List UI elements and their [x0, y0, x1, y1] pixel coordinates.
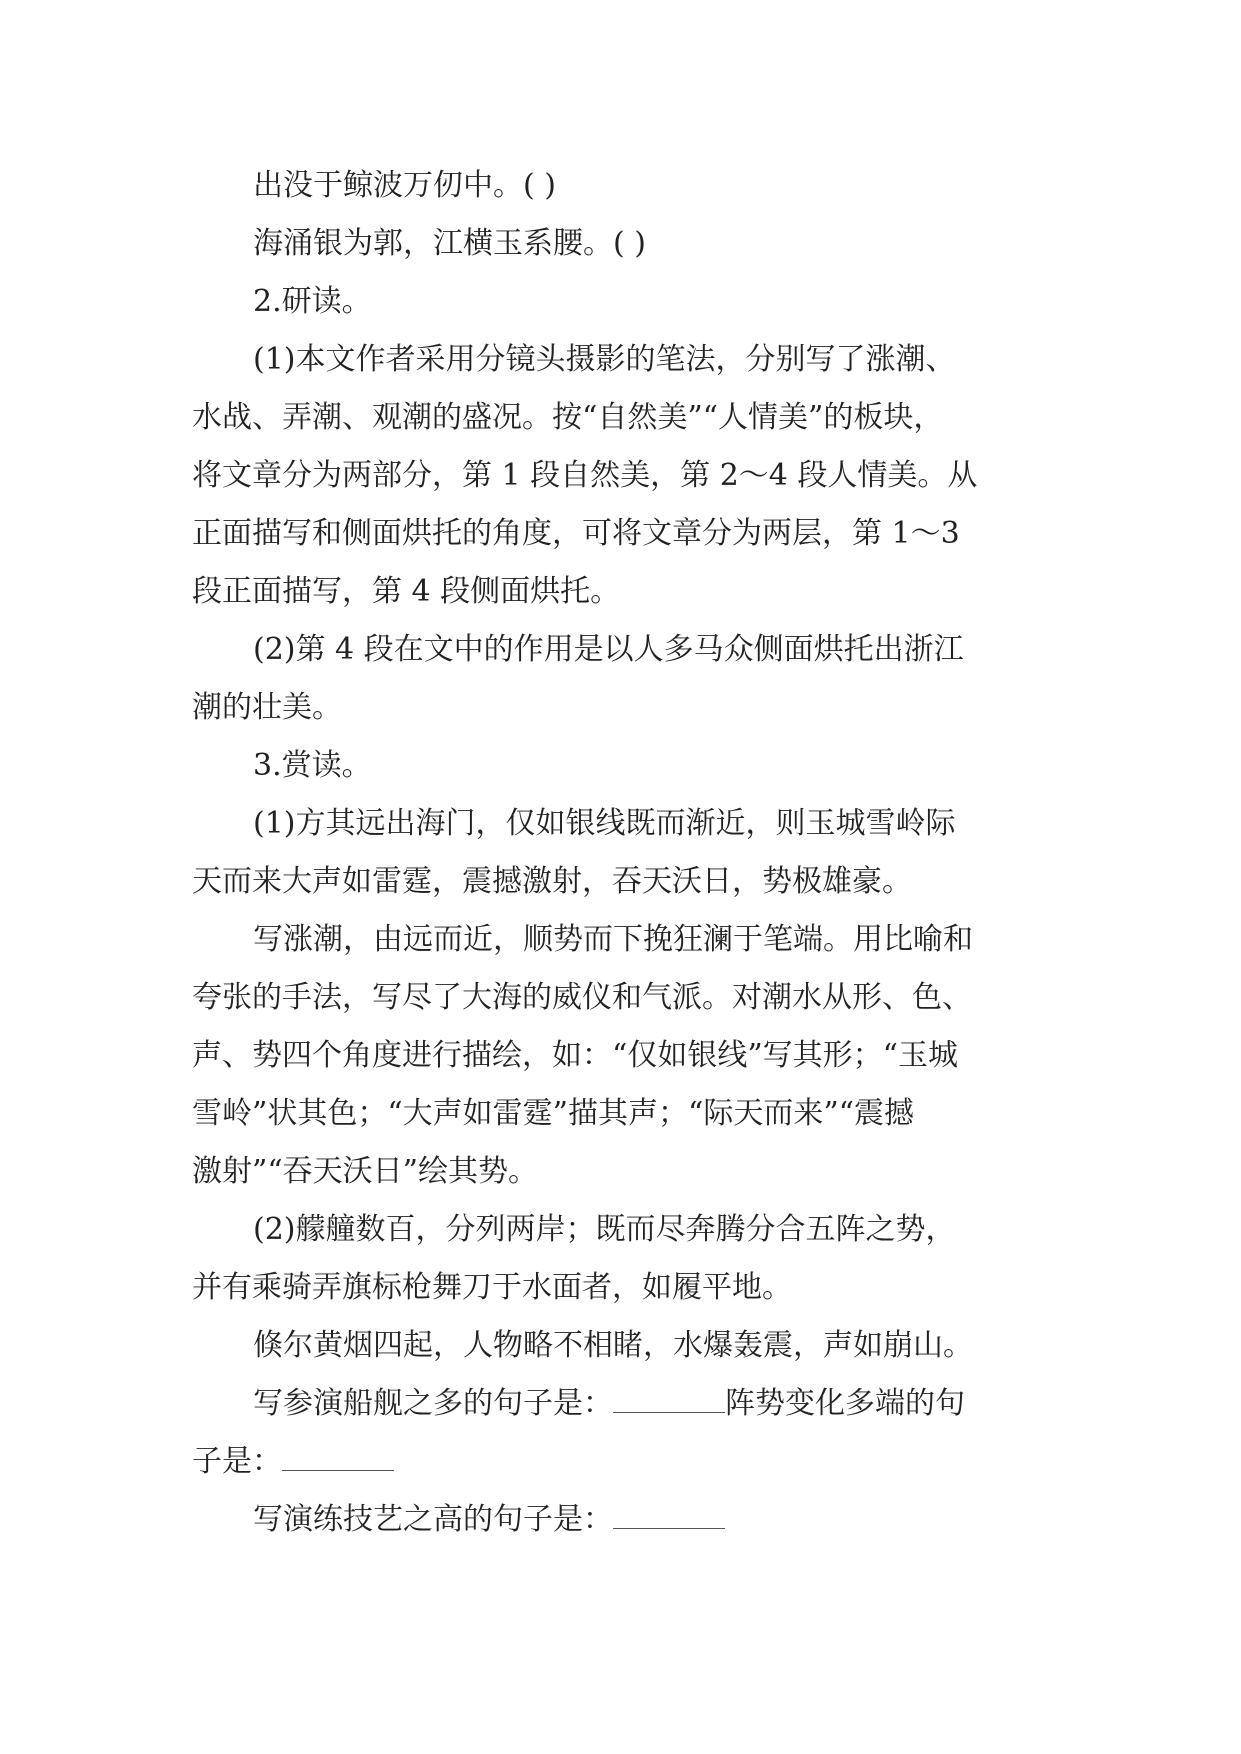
question-text: 写参演船舰之多的句子是： — [253, 1386, 613, 1421]
text-line: 夸张的手法，写尽了大海的威仪和气派。对潮水从形、色、 — [192, 980, 972, 1015]
question-line — [192, 1444, 394, 1480]
answer-blank[interactable] — [613, 1386, 725, 1413]
text-line: 将文章分为两部分，第 1 段自然美，第 2～4 段人情美。从 — [192, 458, 978, 493]
section-heading: 2.研读。 — [253, 284, 372, 319]
text-line: 水战、弄潮、观潮的盛况。按“自然美”“人情美”的板块， — [192, 400, 944, 435]
text-line: 雪岭”状其色；“大声如雷霆”描其声；“际天而来”“震撼 — [192, 1096, 915, 1131]
text-line: 潮的壮美。 — [192, 690, 342, 725]
text-line: 段正面描写，第 4 段侧面烘托。 — [192, 574, 621, 609]
answer-blank[interactable] — [613, 1502, 725, 1529]
text-line: (1)本文作者采用分镜头摄影的笔法，分别写了涨潮、 — [253, 342, 956, 377]
text-line: 海涌银为郭，江横玉系腰。( ) — [253, 226, 646, 261]
text-line: 并有乘骑弄旗标枪舞刀于水面者，如履平地。 — [192, 1270, 792, 1305]
question-line — [253, 1502, 725, 1538]
text-line: 天而来大声如雷霆，震撼激射，吞天沃日，势极雄豪。 — [192, 864, 912, 899]
text-line: (1)方其远出海门，仅如银线既而渐近，则玉城雪岭际 — [253, 806, 956, 841]
section-heading: 3.赏读。 — [253, 748, 372, 783]
text-line: 倏尔黄烟四起，人物略不相睹，水爆轰震，声如崩山。 — [253, 1328, 973, 1363]
question-text: 子是： — [192, 1444, 282, 1479]
text-line: 正面描写和侧面烘托的角度，可将文章分为两层，第 1～3 — [192, 516, 960, 551]
text-line: 出没于鲸波万仞中。( ) — [253, 168, 556, 203]
question-text: 阵势变化多端的句 — [725, 1386, 965, 1421]
text-line: (2)第 4 段在文中的作用是以人多马众侧面烘托出浙江 — [253, 632, 964, 667]
text-line: (2)艨艟数百，分列两岸；既而尽奔腾分合五阵之势， — [253, 1212, 956, 1247]
text-line: 激射”“吞天沃日”绘其势。 — [192, 1154, 539, 1189]
text-line: 写涨潮，由远而近，顺势而下挽狂澜于笔端。用比喻和 — [253, 922, 973, 957]
answer-blank[interactable] — [282, 1444, 394, 1471]
text-line: 声、势四个角度进行描绘，如：“仅如银线”写其形；“玉城 — [192, 1038, 959, 1073]
question-line — [253, 1386, 965, 1422]
question-text: 写演练技艺之高的句子是： — [253, 1502, 613, 1537]
